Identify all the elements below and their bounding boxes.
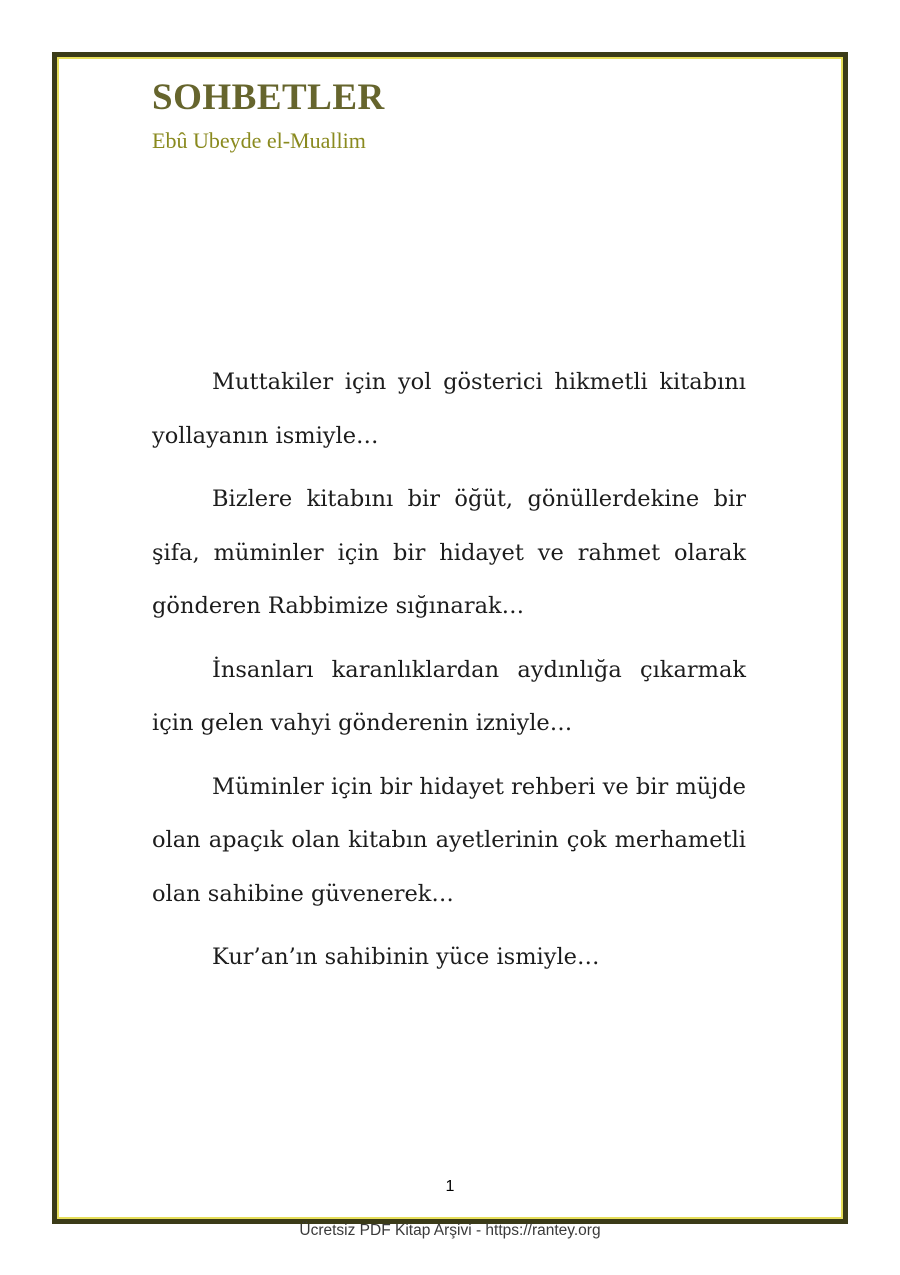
paragraph: Muttakiler için yol gösterici hikmetli kitabını yollayanın ismiyle… xyxy=(152,369,746,449)
paragraph: Kur’an’ın sahibinin yüce ismiyle… xyxy=(212,944,600,970)
author-name: Ebû Ubeyde el-Muallim xyxy=(152,128,366,153)
page-number: 1 xyxy=(445,1178,455,1195)
body-text xyxy=(152,356,746,995)
paragraph: Bizlere kitabını bir öğüt, gönüllerdekine bir şifa, müminler için bir hidayet ve rahmet olarak gönderen Rabbimize sığınarak… xyxy=(152,486,746,619)
paragraph: Müminler için bir hidayet rehberi ve bir müjde olan apaçık olan kitabın ayetlerinin çok merhametli olan sahibine güvenerek… xyxy=(152,773,746,907)
footer-archive-note: Ücretsiz PDF Kitap Arşivi - https://rantey.org xyxy=(299,1222,601,1239)
paragraph: İnsanları karanlıklardan aydınlığa çıkarmak için gelen vahyi gönderenin izniyle… xyxy=(152,656,746,736)
page-title: SOHBETLER xyxy=(152,77,385,118)
